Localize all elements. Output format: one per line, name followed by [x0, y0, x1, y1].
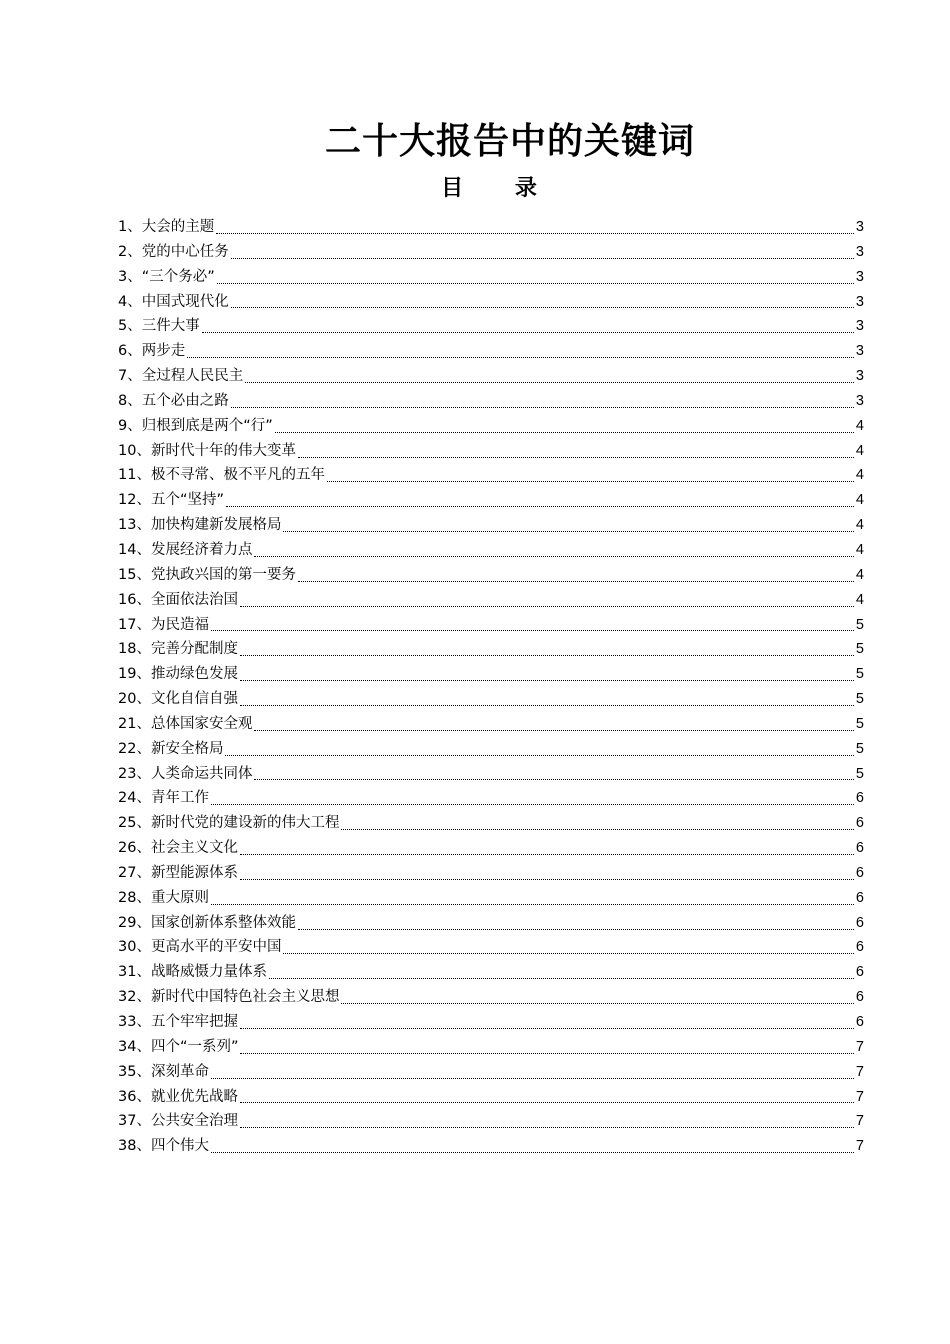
toc-entry[interactable] — [118, 215, 864, 240]
toc-entry-page-number: 6 — [855, 939, 864, 956]
toc-entry-label: 6、两步走 — [118, 343, 186, 360]
toc-entry-label: 9、归根到底是两个“行” — [118, 417, 273, 434]
toc-entry[interactable] — [118, 463, 864, 488]
toc-entry[interactable] — [118, 886, 864, 911]
toc-dot-leader — [275, 432, 854, 433]
toc-entry-page-number: 4 — [855, 492, 864, 509]
toc-entry-label: 15、党执政兴国的第一要务 — [118, 566, 296, 583]
toc-entry-label: 33、五个牢牢把握 — [118, 1014, 238, 1030]
toc-entry-label: 27、新型能源体系 — [118, 864, 238, 881]
toc-dot-leader — [269, 978, 854, 979]
toc-entry-label: 3、“三个务必” — [118, 268, 215, 285]
toc-entry-page-number: 4 — [855, 467, 864, 484]
toc-entry-page-number: 7 — [855, 1138, 864, 1155]
toc-entry-page-number: 3 — [855, 293, 864, 310]
toc-entry-page-number: 5 — [855, 691, 864, 708]
toc-entry-page-number: 3 — [855, 219, 864, 235]
toc-entry[interactable] — [118, 1134, 864, 1159]
toc-entry-label: 26、社会主义文化 — [118, 840, 238, 857]
toc-entry[interactable] — [118, 687, 864, 712]
toc-dot-leader — [231, 407, 854, 408]
toc-entry-label: 18、完善分配制度 — [118, 641, 238, 658]
toc-entry-page-number: 4 — [855, 442, 864, 459]
toc-entry[interactable] — [118, 737, 864, 762]
toc-dot-leader — [211, 630, 854, 631]
toc-entry[interactable] — [118, 538, 864, 563]
toc-heading: 目 录 — [441, 176, 559, 201]
toc-entry-label: 23、人类命运共同体 — [118, 765, 253, 782]
toc-entry[interactable] — [118, 1085, 864, 1110]
toc-entry[interactable] — [118, 985, 864, 1010]
toc-entry-page-number: 4 — [855, 517, 864, 534]
toc-dot-leader — [216, 233, 854, 234]
toc-entry-page-number: 5 — [855, 666, 864, 683]
toc-entry[interactable] — [118, 339, 864, 364]
toc-dot-leader — [240, 1053, 853, 1054]
toc-entry-page-number: 3 — [855, 268, 864, 285]
toc-entry[interactable] — [118, 364, 864, 389]
toc-entry-label: 10、新时代十年的伟大变革 — [118, 442, 296, 459]
toc-entry-label: 5、三件大事 — [118, 318, 200, 335]
toc-entry[interactable] — [118, 414, 864, 439]
toc-entry-label: 17、为民造福 — [118, 616, 209, 633]
toc-entry-label: 37、公共安全治理 — [118, 1113, 238, 1130]
toc-entry[interactable] — [118, 786, 864, 811]
toc-entry-page-number: 3 — [855, 318, 864, 335]
toc-entry-page-number: 4 — [855, 591, 864, 608]
toc-entry[interactable] — [118, 389, 864, 414]
toc-entry-label: 34、四个“一系列” — [118, 1038, 239, 1055]
toc-entry-label: 21、总体国家安全观 — [118, 715, 253, 732]
toc-dot-leader — [211, 804, 854, 805]
toc-entry-page-number: 6 — [855, 790, 864, 807]
toc-entry-label: 28、重大原则 — [118, 889, 209, 906]
toc-entry[interactable] — [118, 588, 864, 613]
toc-dot-leader — [240, 1127, 854, 1128]
toc-entry[interactable] — [118, 1035, 864, 1060]
toc-dot-leader — [225, 755, 853, 756]
toc-entry-page-number: 3 — [855, 392, 864, 409]
toc-entry[interactable] — [118, 712, 864, 737]
toc-entry[interactable] — [118, 811, 864, 836]
toc-entry-page-number: 6 — [855, 815, 864, 832]
toc-entry-label: 31、战略威慑力量体系 — [118, 964, 267, 981]
toc-entry-label: 30、更高水平的平安中国 — [118, 939, 282, 956]
toc-entry-page-number: 4 — [855, 566, 864, 583]
toc-entry[interactable] — [118, 290, 864, 315]
toc-entry-page-number: 6 — [855, 840, 864, 857]
toc-dot-leader — [245, 382, 854, 383]
toc-dot-leader — [240, 879, 854, 880]
toc-entry[interactable] — [118, 439, 864, 464]
toc-entry-page-number: 6 — [855, 914, 864, 931]
toc-dot-leader — [254, 730, 853, 731]
toc-entry[interactable] — [118, 488, 864, 513]
toc-entry[interactable] — [118, 613, 864, 638]
toc-entry[interactable] — [118, 314, 864, 339]
toc-dot-leader — [327, 481, 854, 482]
toc-entry-page-number: 3 — [855, 343, 864, 360]
toc-entry-label: 13、加快构建新发展格局 — [118, 517, 282, 534]
toc-dot-leader — [240, 854, 854, 855]
toc-dot-leader — [240, 705, 854, 706]
toc-dot-leader — [211, 1078, 854, 1079]
toc-entry-page-number: 5 — [855, 715, 864, 732]
toc-entry-page-number: 7 — [855, 1063, 864, 1080]
toc-dot-leader — [298, 457, 854, 458]
toc-dot-leader — [254, 779, 853, 780]
toc-dot-leader — [240, 606, 854, 607]
toc-dot-leader — [341, 829, 853, 830]
toc-entry[interactable] — [118, 513, 864, 538]
toc-entry-label: 2、党的中心任务 — [118, 243, 229, 260]
toc-dot-leader — [283, 531, 853, 532]
toc-dot-leader — [240, 680, 854, 681]
toc-dot-leader — [211, 904, 854, 905]
toc-dot-leader — [298, 581, 854, 582]
toc-dot-leader — [240, 1102, 854, 1103]
toc-entry-label: 19、推动绿色发展 — [118, 666, 238, 683]
toc-dot-leader — [283, 953, 853, 954]
toc-dot-leader — [231, 258, 854, 259]
toc-entry[interactable] — [118, 265, 864, 290]
toc-entry-label: 38、四个伟大 — [118, 1138, 209, 1155]
toc-entry-label: 12、五个“坚持” — [118, 492, 224, 509]
toc-entry[interactable] — [118, 1060, 864, 1085]
table-of-contents — [118, 215, 864, 1159]
toc-entry-label: 24、青年工作 — [118, 790, 209, 807]
toc-entry-page-number: 6 — [855, 1014, 864, 1030]
toc-dot-leader — [217, 283, 854, 284]
toc-entry-page-number: 6 — [855, 889, 864, 906]
toc-dot-leader — [211, 1152, 854, 1153]
toc-entry-page-number: 6 — [855, 864, 864, 881]
toc-entry-page-number: 5 — [855, 616, 864, 633]
toc-dot-leader — [231, 307, 854, 308]
toc-entry-label: 36、就业优先战略 — [118, 1088, 238, 1105]
toc-entry-page-number: 3 — [855, 243, 864, 260]
toc-entry-label: 8、五个必由之路 — [118, 392, 229, 409]
toc-dot-leader — [240, 1028, 854, 1029]
toc-entry-label: 32、新时代中国特色社会主义思想 — [118, 989, 340, 1006]
toc-entry[interactable] — [118, 836, 864, 861]
toc-entry-page-number: 4 — [855, 541, 864, 558]
toc-entry[interactable] — [118, 1109, 864, 1134]
toc-entry[interactable] — [118, 960, 864, 985]
toc-entry[interactable] — [118, 861, 864, 886]
toc-entry-label: 22、新安全格局 — [118, 740, 224, 757]
toc-entry-page-number: 5 — [855, 765, 864, 782]
toc-entry-page-number: 3 — [855, 368, 864, 385]
toc-entry-label: 11、极不寻常、极不平凡的五年 — [118, 467, 325, 484]
toc-entry[interactable] — [118, 637, 864, 662]
toc-dot-leader — [298, 929, 854, 930]
toc-entry-page-number: 5 — [855, 641, 864, 658]
toc-entry-page-number: 4 — [855, 417, 864, 434]
toc-dot-leader — [341, 1003, 853, 1004]
toc-dot-leader — [187, 357, 854, 358]
toc-dot-leader — [254, 556, 853, 557]
toc-entry-page-number: 7 — [855, 1088, 864, 1105]
toc-entry-page-number: 6 — [855, 989, 864, 1006]
toc-entry-label: 1、大会的主题 — [118, 219, 215, 235]
toc-entry-label: 29、国家创新体系整体效能 — [118, 914, 296, 931]
toc-entry[interactable] — [118, 662, 864, 687]
toc-entry-label: 4、中国式现代化 — [118, 293, 229, 310]
toc-entry-label: 14、发展经济着力点 — [118, 541, 253, 558]
toc-entry-page-number: 7 — [855, 1113, 864, 1130]
toc-entry[interactable] — [118, 911, 864, 936]
toc-entry-label: 25、新时代党的建设新的伟大工程 — [118, 815, 340, 832]
document-title: 二十大报告中的关键词 — [324, 121, 695, 162]
toc-entry[interactable] — [118, 240, 864, 265]
toc-entry[interactable] — [118, 762, 864, 787]
toc-dot-leader — [226, 506, 854, 507]
toc-entry-label: 20、文化自信自强 — [118, 691, 238, 708]
toc-entry[interactable] — [118, 563, 864, 588]
toc-dot-leader — [240, 655, 854, 656]
toc-dot-leader — [202, 332, 854, 333]
toc-entry-page-number: 6 — [855, 964, 864, 981]
toc-entry-page-number: 7 — [855, 1038, 864, 1055]
toc-entry[interactable] — [118, 935, 864, 960]
toc-entry[interactable] — [118, 1010, 864, 1035]
toc-entry-label: 16、全面依法治国 — [118, 591, 238, 608]
toc-entry-page-number: 5 — [855, 740, 864, 757]
toc-entry-label: 7、全过程人民民主 — [118, 368, 244, 385]
toc-entry-label: 35、深刻革命 — [118, 1063, 209, 1080]
